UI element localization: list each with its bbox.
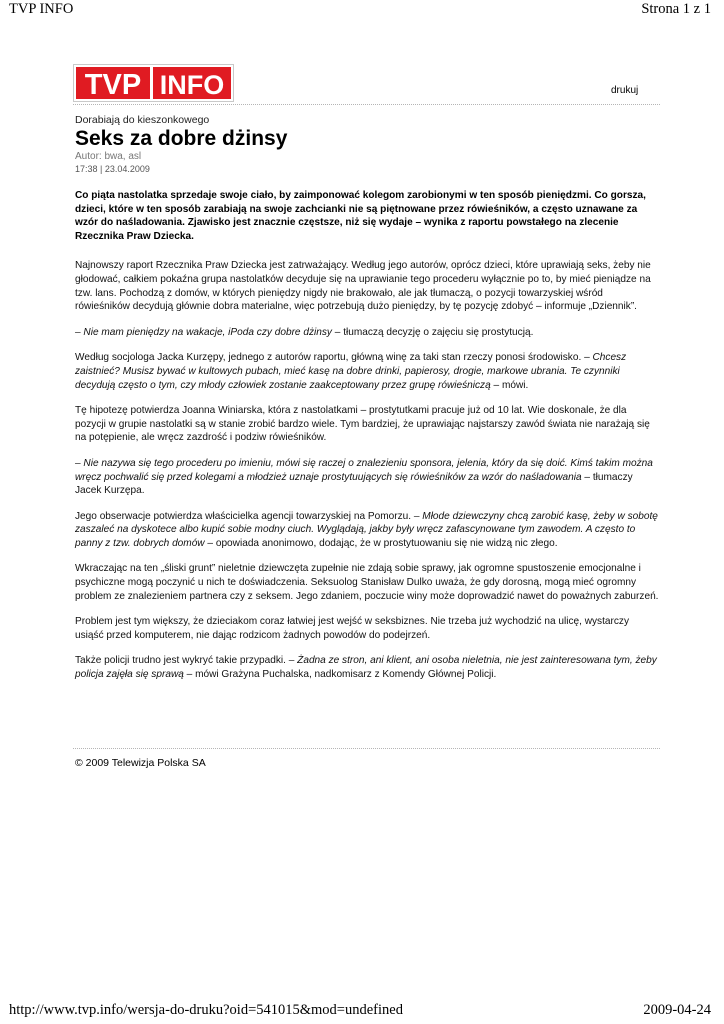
logo-text-info: INFO [159, 70, 225, 100]
paragraph-text: Według socjologa Jacka Kurzępy, jednego z autorów raportu, główną winę za taki stan rzeczy ponosi środowisko. – [75, 352, 590, 364]
quote-text: – Żadna ze stron, ani klient, ani osoba nieletnia, nie jest zainteresowana tym, żeby policja zajęła się sprawą [75, 655, 657, 681]
article-datetime: 17:38 | 23.04.2009 [75, 164, 150, 174]
footer-divider [73, 748, 660, 749]
paragraph: Tę hipotezę potwierdza Joanna Winiarska, która z nastolatkami – prostytutkami pracuje już od 10 lat. Wie doskonale, że dla pozycji w grupie nastolatki są w stanie zrobić bardzo wiele. Tym bardziej, że uprawiając najstarszy zawód świata nie narażają się na potępienie, ale wręcz zazdrość i podziw rówieśników. [75, 405, 650, 444]
tvp-info-logo [73, 64, 234, 102]
paragraph [75, 351, 660, 392]
paragraph: Problem jest tym większy, że dzieciakom coraz łatwiej jest wejść w seksbiznes. Nie trzeba już wychodzić na ulicę, wystarczy usiąść przed komputerem, nie dając rodzicom żadnych powodów do podejrzeń. [75, 616, 630, 641]
paragraph-text: Jego obserwacje potwierdza właścicielka agencji towarzyskiej na Pomorzu. [75, 510, 412, 522]
quote-text: Chcesz zaistnieć? Musisz bywać w kultowych pubach, mieć kasę na dobre drinki, papierosy, drogie, markowe ubrania. Te czynniki decydują często o tym, czy młody człowiek zostanie zaakceptowany przez grupę rówieśniczą [75, 352, 627, 391]
copyright-notice: © 2009 Telewizja Polska SA [75, 757, 206, 769]
quote-text: – Młode dziewczyny chcą zarobić kasę, żeby w sobotę zaszaleć na dyskotece albo kupić sobie modny ciuch. Wyglądają, jakby były wręcz zafascynowane tym zawodem. A często to panny z tzw. dobrych domów [75, 510, 658, 549]
paragraph-text: – tłumaczą decyzję o zajęciu się prostytucją. [331, 326, 534, 338]
paragraph: Najnowszy raport Rzecznika Praw Dziecka jest zatrważający. Według jego autorów, oprócz dzieci, które uprawiają seks, żeby nie głodować, całkiem pokaźna grupa nastolatków decyduje się na uprawianie tego procederu wyłącznie po to, by mieć pieniądze na tzw. lans. Pochodzą z domów, w których pieniędzy nigdy nie brakowało, ale jak tłumaczą, o pozycji towarzyskiej wśród rówieśników decydują głównie dobra materialne, więc potrzebują dużo pieniędzy, by tę pozycję zdobyć – informuje „Dziennik”. [75, 260, 651, 313]
article-kicker: Dorabiają do kieszonkowego [75, 114, 210, 126]
print-footer-date: 2009-04-24 [643, 1002, 711, 1018]
paragraph-text: – mówi. [490, 379, 529, 391]
quote-text: – Nie nazywa się tego procederu po imieniu, mówi się raczej o znalezieniu sponsora, jelenia, który da się doić. Kimś takim można wręcz pochwalić się przed kolegami a młodzież uznaje prostytuujących się rówieśników za wzór do naśladowania [75, 457, 653, 483]
paragraph [75, 457, 660, 498]
print-link[interactable]: drukuj [611, 85, 639, 96]
quote-text: – Nie mam pieniędzy na wakacje, iPoda czy dobre dżinsy [75, 326, 332, 338]
paragraph [75, 510, 660, 551]
article-author: Autor: bwa, asl [75, 151, 142, 162]
article-lead: Co piąta nastolatka sprzedaje swoje ciało, by zaimponować kolegom zarobionymi w ten sposób pieniędzmi. Co gorsza, dzieci, które w ten sposób zarabiają na swoje zachcianki nie są piętnowane przez rówieśników, a często uznawane za wzór do naśladowania. Zjawisko jest znacznie częstsze, niż się wydaje – wynika z raportu powstałego na zlecenie Rzecznika Praw Dziecka. [75, 190, 646, 242]
print-header-page-number: Strona 1 z 1 [641, 1, 711, 17]
header-divider [73, 104, 660, 105]
paragraph [75, 654, 660, 681]
article-body [75, 259, 660, 681]
print-footer-url: http://www.tvp.info/wersja-do-druku?oid=541015&mod=undefined [9, 1002, 403, 1018]
paragraph-text: – tłumaczy Jacek Kurzępa. [75, 471, 633, 497]
print-header-site-name: TVP INFO [9, 1, 74, 17]
article-title: Seks za dobre dżinsy [75, 127, 288, 150]
article [75, 113, 660, 682]
paragraph-text: – mówi Grażyna Puchalska, nadkomisarz z Komendy Głównej Policji. [183, 669, 497, 681]
paragraph-text: – opowiada anonimowo, dodając, że w prostytuowaniu się nie widzą nic złego. [204, 537, 558, 549]
paragraph: Wkraczając na ten „śliski grunt” nieletnie dziewczęta zupełnie nie zdają sobie sprawy, jak ogromne spustoszenie emocjonalne i psychiczne mogą poczynić u nich te doświadczenia. Seksuolog Stanisław Dulko uważa, że gdy dorosną, mogą mieć ogromny problem ze znalezieniem partnera czy z seksem. Jego zdaniem, poczucie winy może doprowadzić nawet do poważnych zaburzeń. [75, 563, 659, 602]
paragraph-text: Także policji trudno jest wykryć takie przypadki. [75, 655, 286, 667]
paragraph [75, 326, 660, 340]
logo-text-tvp: TVP [84, 69, 142, 101]
